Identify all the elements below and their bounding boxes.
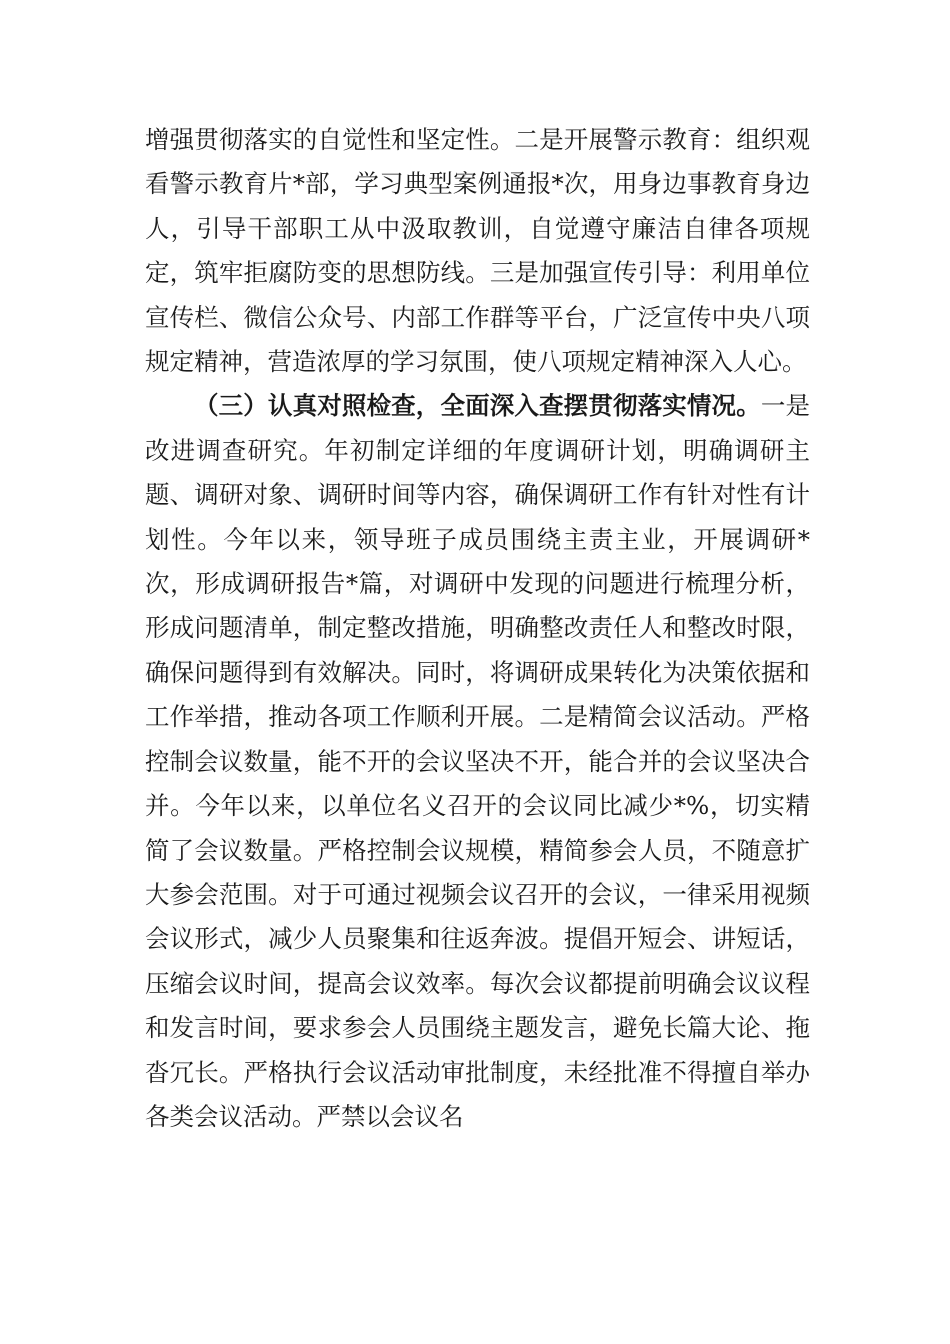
paragraph-continued: 增强贯彻落实的自觉性和坚定性。二是开展警示教育：组织观看警示教育片*部，学习典型案例通报*次，用身边事教育身边人，引导干部职工从中汲取教训，自觉遵守廉洁自律各项规定，筑牢拒腐防变的思想防线。三是加强宣传引导：利用单位宣传栏、微信公众号、内部工作群等平台，广泛宣传中央八项规定精神，营造浓厚的学习氛围，使八项规定精神深入人心。 — [145, 125, 810, 377]
section-body: 一是改进调查研究。年初制定详细的年度调研计划，明确调研主题、调研对象、调研时间等内容，确保调研工作有针对性有计划性。今年以来，领导班子成员围绕主责主业，开展调研*次，形成调研报告*篇，对调研中发现的问题进行梳理分析，形成问题清单，制定整改措施，明确整改责任人和整改时限，确保问题得到有效解决。同时，将调研成果转化为决策依据和工作举措，推动各项工作顺利开展。二是精简会议活动。严格控制会议数量，能不开的会议坚决不开，能合并的会议坚决合并。今年以来，以单位名义召开的会议同比减少*%，切实精简了会议数量。严格控制会议规模，精简参会人员，不随意扩大参会范围。对于可通过视频会议召开的会议，一律采用视频会议形式，减少人员聚集和往返奔波。提倡开短会、讲短话，压缩会议时间，提高会议效率。每次会议都提前明确会议议程和发言时间，要求参会人员围绕主题发言，避免长篇大论、拖沓冗长。严格执行会议活动审批制度，未经批准不得擅自举办各类会议活动。严禁以会议名 — [145, 391, 811, 1131]
document-body — [145, 118, 810, 1139]
section-heading: （三）认真对照检查，全面深入查摆贯彻落实情况。 — [194, 391, 761, 421]
paragraph-section-three — [145, 384, 810, 1139]
